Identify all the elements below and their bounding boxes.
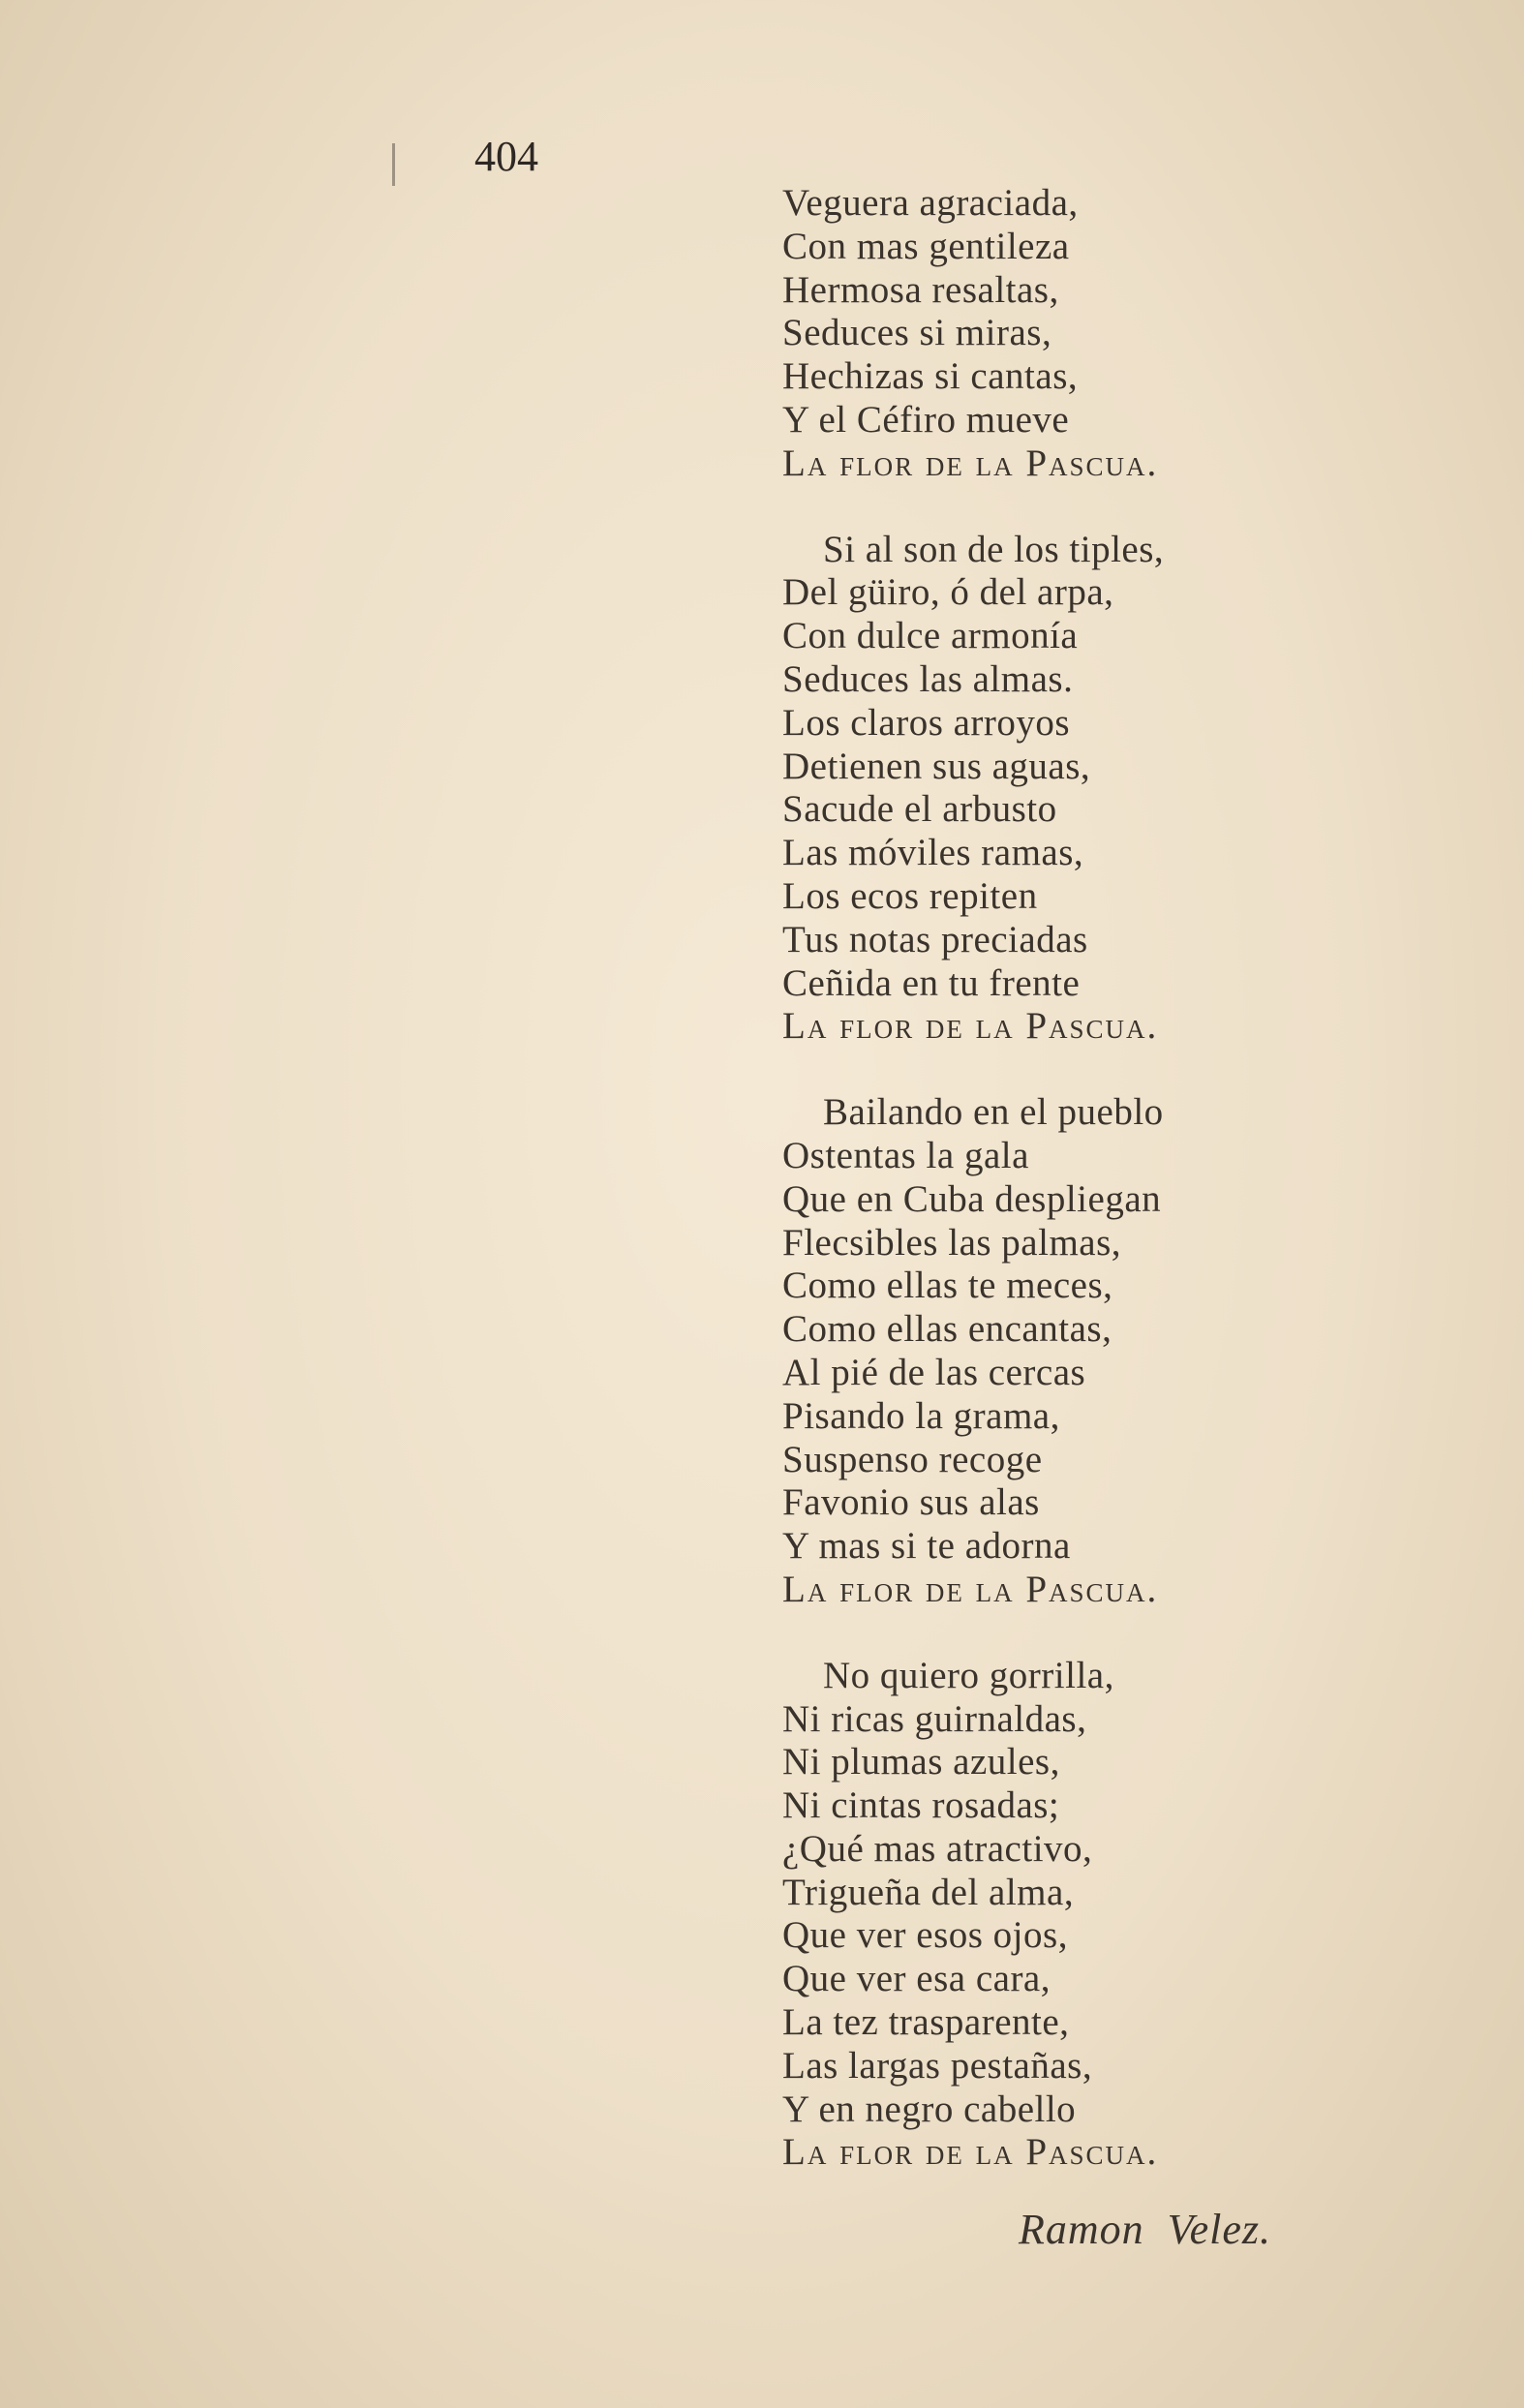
poem: [782, 182, 1402, 2217]
poem-line: La tez trasparente,: [782, 2001, 1070, 2044]
stanza-2: [782, 529, 1402, 1050]
poem-line: Los ecos repiten: [782, 874, 1038, 917]
stanza-3: [782, 1091, 1402, 1612]
poem-line: Veguera agraciada,: [782, 182, 1079, 224]
poem-line: Ni plumas azules,: [782, 1741, 1060, 1783]
poem-line: Pisando la grama,: [782, 1394, 1060, 1437]
poem-line: Trigueña del alma,: [782, 1871, 1075, 1913]
poem-line: Sacude el arbusto: [782, 788, 1057, 831]
poem-line: Favonio sus alas: [782, 1481, 1040, 1524]
poem-line: Que en Cuba despliegan: [782, 1177, 1162, 1220]
poem-line: Con dulce armonía: [782, 615, 1079, 657]
poem-line: Al pié de las cercas: [782, 1351, 1086, 1393]
poem-line: Ni cintas rosadas;: [782, 1784, 1060, 1827]
poem-line: Seduces las almas.: [782, 657, 1074, 700]
poem-line: Que ver esos ojos,: [782, 1914, 1068, 1957]
poem-line: Que ver esa cara,: [782, 1958, 1051, 2000]
poem-line: Bailando en el pueblo: [823, 1091, 1164, 1134]
page-number: 404: [474, 133, 538, 180]
poem-line: ¿Qué mas atractivo,: [782, 1827, 1093, 1870]
poem-line: Hermosa resaltas,: [782, 268, 1059, 311]
poem-line: Ni ricas guirnaldas,: [782, 1697, 1087, 1740]
refrain-line: La flor de la Pascua.: [782, 442, 1159, 484]
poem-line: No quiero gorrilla,: [823, 1654, 1114, 1696]
poem-line: Flecsibles las palmas,: [782, 1221, 1122, 1264]
stanza-1: [782, 182, 1402, 486]
margin-mark: [392, 143, 395, 186]
poem-line: Los claros arroyos: [782, 701, 1071, 744]
poem-line: Como ellas encantas,: [782, 1308, 1113, 1351]
poem-line: Hechizas si cantas,: [782, 355, 1079, 398]
poem-line: Y mas si te adorna: [782, 1525, 1071, 1568]
poem-line: Si al son de los tiples,: [823, 528, 1165, 570]
poem-line: Ostentas la gala: [782, 1134, 1029, 1176]
poem-line: Suspenso recoge: [782, 1438, 1043, 1480]
poem-line: Tus notas preciadas: [782, 918, 1088, 960]
refrain-line: La flor de la Pascua.: [782, 1005, 1159, 1048]
stanza-4: [782, 1655, 1402, 2176]
poem-line: Y el Céfiro mueve: [782, 398, 1070, 441]
poem-line: Y en negro cabello: [782, 2088, 1077, 2130]
poem-line: Las largas pestañas,: [782, 2044, 1093, 2087]
author-signature: Ramon Velez.: [1019, 2206, 1272, 2253]
poem-line: Las móviles ramas,: [782, 832, 1084, 874]
refrain-line: La flor de la Pascua.: [782, 1568, 1159, 1610]
poem-line: Con mas gentileza: [782, 225, 1070, 267]
poem-line: Detienen sus aguas,: [782, 745, 1091, 787]
refrain-line: La flor de la Pascua.: [782, 2131, 1159, 2174]
poem-line: Como ellas te meces,: [782, 1265, 1113, 1307]
poem-line: Ceñida en tu frente: [782, 961, 1081, 1004]
poem-line: Del güiro, ó del arpa,: [782, 571, 1114, 614]
poem-line: Seduces si miras,: [782, 312, 1052, 354]
